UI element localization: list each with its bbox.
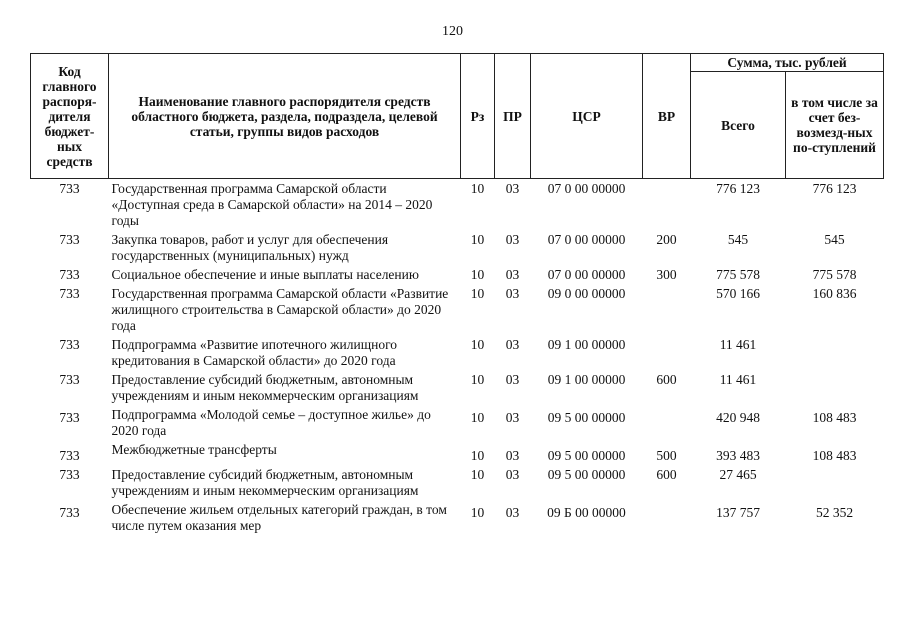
cell-rz: 10 (470, 286, 485, 301)
cell-code: 733 (59, 232, 80, 247)
cell-total: 420 948 (716, 410, 760, 425)
cell-vr (643, 284, 691, 335)
cell-pr: 03 (505, 337, 520, 352)
header-total: Всего (691, 72, 786, 179)
cell-rz: 10 (470, 467, 485, 482)
cell-incl: 545 (824, 232, 845, 247)
table-row (31, 405, 884, 440)
cell-code: 733 (59, 410, 80, 425)
cell-rz: 10 (470, 181, 485, 196)
cell-csr: 09 1 00 00000 (547, 372, 626, 387)
table-row (31, 284, 884, 335)
table-row (31, 500, 884, 535)
cell-rz: 10 (470, 232, 485, 247)
cell-code: 733 (59, 337, 80, 352)
cell-total: 11 461 (719, 337, 757, 352)
cell-incl: 160 836 (812, 286, 857, 301)
cell-total: 393 483 (716, 448, 760, 463)
cell-csr: 09 5 00 00000 (547, 467, 626, 482)
cell-name: Предоставление субсидий бюджетным, автономным учреждениям и иным некоммерческим организациям (111, 372, 419, 403)
cell-vr: 200 (656, 232, 677, 247)
cell-vr: 300 (656, 267, 677, 282)
cell-name: Подпрограмма «Развитие ипотечного жилищного кредитования в Самарской области» до 2020 года (111, 337, 398, 368)
cell-pr: 03 (505, 372, 520, 387)
cell-rz: 10 (470, 410, 485, 425)
table-row (31, 179, 884, 231)
cell-name: Предоставление субсидий бюджетным, автономным учреждениям и иным некоммерческим организациям (111, 467, 419, 498)
cell-name: Обеспечение жильем отдельных категорий граждан, в том числе путем оказания мер (111, 502, 447, 533)
cell-rz: 10 (470, 267, 485, 282)
table-header (31, 54, 884, 179)
table-row (31, 370, 884, 405)
cell-csr: 09 1 00 00000 (547, 337, 626, 352)
cell-name: Государственная программа Самарской области «Развитие жилищного строительства в Самарской области» до 2020 года (111, 286, 449, 333)
cell-pr: 03 (505, 410, 520, 425)
cell-name: Государственная программа Самарской области «Доступная среда в Самарской области» на 2014 – 2020 годы (111, 181, 433, 228)
table-row (31, 440, 884, 465)
table-row (31, 335, 884, 370)
cell-total: 137 757 (716, 505, 760, 520)
cell-vr (643, 179, 691, 231)
cell-name: Подпрограмма «Молодой семье – доступное жилье» до 2020 года (111, 407, 431, 438)
cell-pr: 03 (505, 232, 520, 247)
header-rz: Рз (461, 54, 495, 179)
cell-pr: 03 (505, 286, 520, 301)
budget-table (30, 53, 884, 535)
cell-vr (643, 500, 691, 535)
cell-vr (643, 405, 691, 440)
cell-incl: 108 483 (812, 448, 857, 463)
cell-total: 11 461 (719, 372, 757, 387)
cell-incl: 108 483 (812, 410, 857, 425)
cell-total: 776 123 (716, 181, 760, 196)
cell-pr: 03 (505, 467, 520, 482)
cell-csr: 07 0 00 00000 (547, 232, 626, 247)
cell-incl (786, 370, 884, 405)
cell-incl (786, 465, 884, 500)
header-incl: в том числе за счет без-возмезд-ных по-ступлений (786, 72, 884, 179)
cell-pr: 03 (505, 181, 520, 196)
cell-code: 733 (59, 505, 80, 520)
cell-code: 733 (59, 181, 80, 196)
cell-incl (786, 335, 884, 370)
cell-rz: 10 (470, 337, 485, 352)
cell-total: 775 578 (716, 267, 760, 282)
table-row (31, 465, 884, 500)
cell-vr: 600 (656, 467, 677, 482)
cell-csr: 09 5 00 00000 (547, 410, 626, 425)
cell-csr: 07 0 00 00000 (547, 267, 626, 282)
cell-vr: 500 (656, 448, 677, 463)
header-vr: ВР (643, 54, 691, 179)
cell-code: 733 (59, 448, 80, 463)
header-code: Код главного распоря-дителя бюджет-ных средств (31, 54, 109, 179)
cell-vr: 600 (656, 372, 677, 387)
cell-incl: 776 123 (812, 181, 857, 196)
cell-name: Межбюджетные трансферты (111, 442, 277, 457)
cell-pr: 03 (505, 267, 520, 282)
cell-rz: 10 (470, 448, 485, 463)
cell-total: 570 166 (716, 286, 760, 301)
header-csr: ЦСР (531, 54, 643, 179)
cell-code: 733 (59, 372, 80, 387)
cell-rz: 10 (470, 372, 485, 387)
cell-pr: 03 (505, 448, 520, 463)
cell-code: 733 (59, 467, 80, 482)
cell-code: 733 (59, 267, 80, 282)
page-number: 120 (442, 24, 463, 39)
cell-total: 545 (727, 232, 749, 247)
table-row (31, 265, 884, 284)
cell-vr (643, 335, 691, 370)
header-sum: Сумма, тыс. рублей (691, 54, 884, 72)
cell-incl: 52 352 (815, 505, 854, 520)
header-pr: ПР (495, 54, 531, 179)
cell-incl: 775 578 (812, 267, 857, 282)
cell-csr: 07 0 00 00000 (547, 181, 626, 196)
header-name: Наименование главного распорядителя средств областного бюджета, раздела, подраздела, целевой статьи, группы видов расходов (109, 54, 461, 179)
cell-name: Социальное обеспечение и иные выплаты населению (111, 267, 419, 282)
table-body (31, 179, 884, 536)
cell-rz: 10 (470, 505, 485, 520)
cell-csr: 09 Б 00 00000 (547, 505, 626, 520)
cell-total: 27 465 (719, 467, 757, 482)
cell-pr: 03 (505, 505, 520, 520)
cell-code: 733 (59, 286, 80, 301)
table-row (31, 230, 884, 265)
cell-csr: 09 0 00 00000 (547, 286, 626, 301)
cell-csr: 09 5 00 00000 (547, 448, 626, 463)
cell-name: Закупка товаров, работ и услуг для обеспечения государственных (муниципальных) нужд (111, 232, 389, 263)
